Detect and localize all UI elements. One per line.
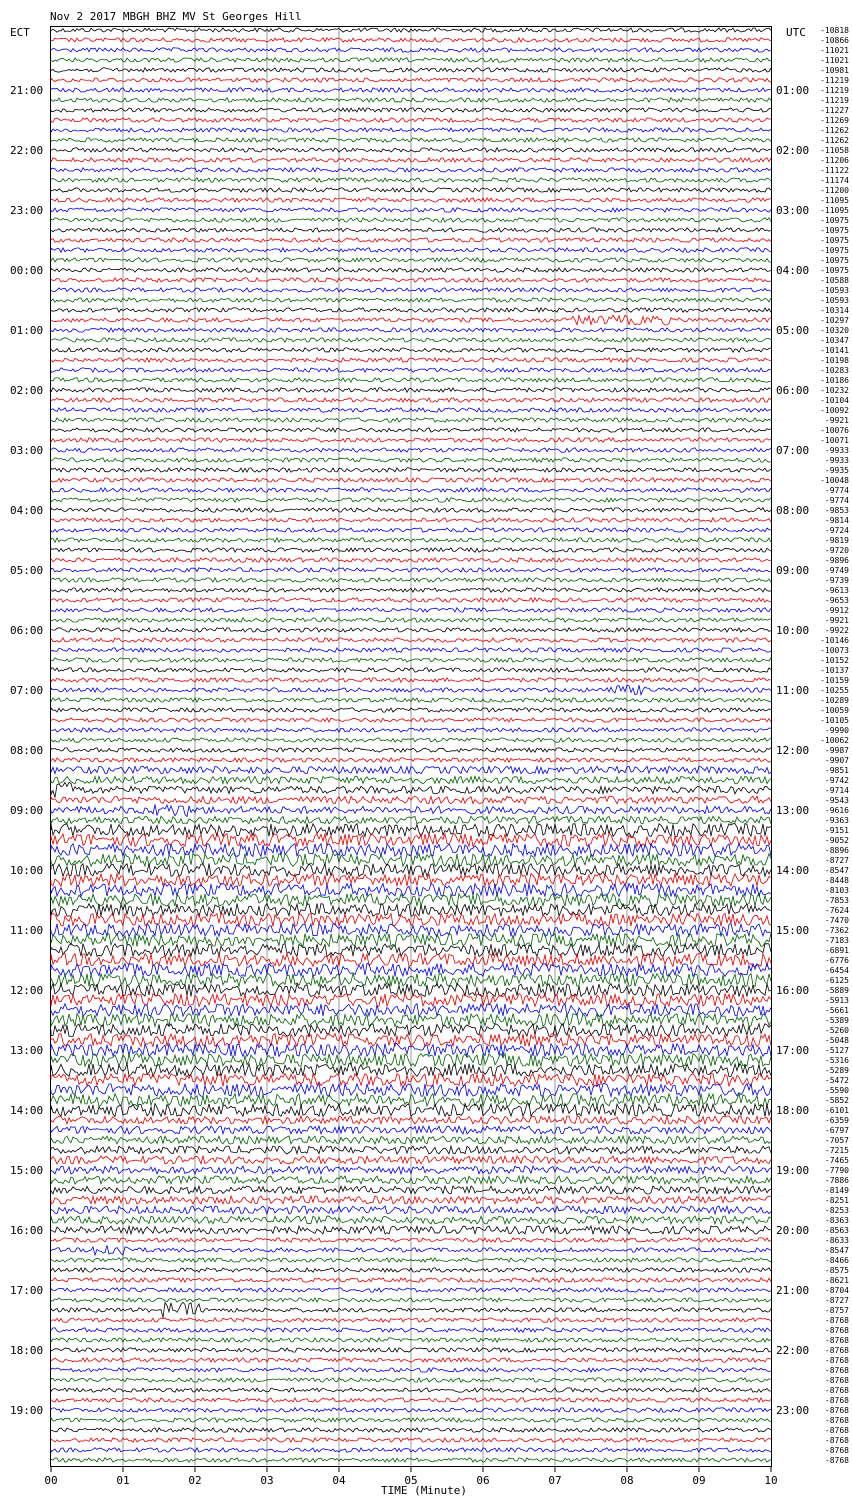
trace-offset-label: -10975 — [820, 236, 849, 245]
trace-offset-label: -7624 — [824, 906, 849, 915]
trace-offset-label: -8768 — [824, 1356, 849, 1365]
trace-offset-label: -8768 — [824, 1426, 849, 1435]
trace-offset-label: -10283 — [820, 366, 849, 375]
trace-offset-label: -9990 — [824, 726, 849, 735]
trace-offset-label: -11021 — [820, 56, 849, 65]
right-hour-label: 12:00 — [776, 744, 810, 757]
trace-offset-label: -9853 — [824, 506, 849, 515]
trace-offset-label: -8363 — [824, 1216, 849, 1225]
trace-offset-label: -10048 — [820, 476, 849, 485]
x-tick-label: 02 — [188, 1474, 202, 1487]
trace-offset-label: -10818 — [820, 26, 849, 35]
trace-offset-label: -10975 — [820, 216, 849, 225]
trace-offset-label: -9912 — [824, 606, 849, 615]
right-hour-label: 08:00 — [776, 504, 810, 517]
trace-offset-label: -11206 — [820, 156, 849, 165]
trace-offset-label: -10320 — [820, 326, 849, 335]
trace-offset-label: -10981 — [820, 66, 849, 75]
x-tick-label: 00 — [44, 1474, 58, 1487]
trace-offset-label: -9613 — [824, 586, 849, 595]
right-hour-label: 04:00 — [776, 264, 810, 277]
left-hour-label: 07:00 — [10, 684, 44, 697]
trace-offset-label: -9616 — [824, 806, 849, 815]
trace-offset-label: -6891 — [824, 946, 849, 955]
trace-offset-label: -8251 — [824, 1196, 849, 1205]
trace-offset-label: -8768 — [824, 1326, 849, 1335]
trace-offset-label: -10975 — [820, 226, 849, 235]
trace-offset-label: -9363 — [824, 816, 849, 825]
trace-offset-label: -8768 — [824, 1396, 849, 1405]
trace-offset-label: -9720 — [824, 546, 849, 555]
left-hour-label: 10:00 — [10, 864, 44, 877]
trace-offset-label: -8727 — [824, 856, 849, 865]
trace-offset-label: -7886 — [824, 1176, 849, 1185]
right-hour-label: 03:00 — [776, 204, 810, 217]
trace-offset-label: -9774 — [824, 486, 849, 495]
trace-offset-label: -6797 — [824, 1126, 849, 1135]
x-tick-label: 09 — [692, 1474, 706, 1487]
trace-offset-label: -5913 — [824, 996, 849, 1005]
left-hour-label: 11:00 — [10, 924, 44, 937]
right-hour-label: 10:00 — [776, 624, 810, 637]
trace-offset-label: -8704 — [824, 1286, 849, 1295]
x-axis-label: TIME (Minute) — [380, 1484, 468, 1497]
trace-offset-label: -8768 — [824, 1336, 849, 1345]
trace-offset-label: -11095 — [820, 196, 849, 205]
trace-offset-label: -8768 — [824, 1346, 849, 1355]
x-tick-label: 10 — [764, 1474, 778, 1487]
left-hour-label: 04:00 — [10, 504, 44, 517]
trace-offset-label: -10146 — [820, 636, 849, 645]
trace-offset-label: -10297 — [820, 316, 849, 325]
trace-offset-label: -11219 — [820, 86, 849, 95]
trace-offset-label: -5316 — [824, 1056, 849, 1065]
left-hour-label: 00:00 — [10, 264, 44, 277]
trace-offset-label: -6125 — [824, 976, 849, 985]
trace-offset-label: -10071 — [820, 436, 849, 445]
trace-offset-label: -9151 — [824, 826, 849, 835]
trace-offset-label: -9653 — [824, 596, 849, 605]
trace-offset-label: -5127 — [824, 1046, 849, 1055]
trace-offset-label: -11227 — [820, 106, 849, 115]
trace-offset-label: -11058 — [820, 146, 849, 155]
trace-offset-label: -11200 — [820, 186, 849, 195]
trace-offset-label: -8633 — [824, 1236, 849, 1245]
trace-offset-label: -10866 — [820, 36, 849, 45]
trace-offset-label: -7057 — [824, 1136, 849, 1145]
trace-offset-label: -10593 — [820, 296, 849, 305]
right-hour-label: 19:00 — [776, 1164, 810, 1177]
left-hour-label: 16:00 — [10, 1224, 44, 1237]
trace-offset-label: -11269 — [820, 116, 849, 125]
trace-offset-label: -7790 — [824, 1166, 849, 1175]
right-hour-label: 18:00 — [776, 1104, 810, 1117]
trace-offset-label: -8103 — [824, 886, 849, 895]
trace-offset-label: -5590 — [824, 1086, 849, 1095]
trace-offset-label: -10975 — [820, 266, 849, 275]
right-hour-label: 06:00 — [776, 384, 810, 397]
left-hour-label: 17:00 — [10, 1284, 44, 1297]
trace-offset-label: -8253 — [824, 1206, 849, 1215]
left-hour-label: 01:00 — [10, 324, 44, 337]
left-hour-label: 06:00 — [10, 624, 44, 637]
trace-offset-label: -8149 — [824, 1186, 849, 1195]
trace-offset-label: -10198 — [820, 356, 849, 365]
right-hour-label: 07:00 — [776, 444, 810, 457]
trace-offset-label: -10104 — [820, 396, 849, 405]
trace-offset-label: -9774 — [824, 496, 849, 505]
trace-offset-label: -9739 — [824, 576, 849, 585]
trace-offset-label: -9742 — [824, 776, 849, 785]
trace-offset-label: -7215 — [824, 1146, 849, 1155]
trace-offset-label: -8768 — [824, 1416, 849, 1425]
trace-offset-label: -11262 — [820, 126, 849, 135]
trace-offset-label: -9714 — [824, 786, 849, 795]
trace-offset-label: -9814 — [824, 516, 849, 525]
trace-offset-label: -7853 — [824, 896, 849, 905]
trace-offset-label: -9933 — [824, 456, 849, 465]
chart-title: Nov 2 2017 MBGH BHZ MV St Georges Hill — [50, 10, 302, 23]
trace-offset-label: -9543 — [824, 796, 849, 805]
trace-offset-label: -6359 — [824, 1116, 849, 1125]
trace-offset-label: -8466 — [824, 1256, 849, 1265]
trace-offset-label: -9921 — [824, 416, 849, 425]
right-hour-label: 22:00 — [776, 1344, 810, 1357]
trace-offset-label: -6101 — [824, 1106, 849, 1115]
trace-offset-label: -10076 — [820, 426, 849, 435]
trace-offset-label: -7183 — [824, 936, 849, 945]
trace-offset-label: -8727 — [824, 1296, 849, 1305]
trace-offset-label: -11219 — [820, 96, 849, 105]
left-hour-label: 09:00 — [10, 804, 44, 817]
left-hour-label: 21:00 — [10, 84, 44, 97]
trace-offset-label: -9851 — [824, 766, 849, 775]
trace-offset-label: -10141 — [820, 346, 849, 355]
right-hour-label: 15:00 — [776, 924, 810, 937]
left-hour-label: 03:00 — [10, 444, 44, 457]
right-hour-label: 17:00 — [776, 1044, 810, 1057]
trace-offset-label: -11174 — [820, 176, 849, 185]
left-hour-label: 05:00 — [10, 564, 44, 577]
trace-offset-label: -9896 — [824, 556, 849, 565]
trace-offset-label: -10059 — [820, 706, 849, 715]
left-timezone-label: ECT — [10, 26, 30, 39]
trace-offset-label: -9749 — [824, 566, 849, 575]
trace-offset-label: -11021 — [820, 46, 849, 55]
left-hour-label: 15:00 — [10, 1164, 44, 1177]
left-hour-label: 22:00 — [10, 144, 44, 157]
trace-offset-label: -10152 — [820, 656, 849, 665]
trace-offset-label: -10593 — [820, 286, 849, 295]
trace-offset-label: -5472 — [824, 1076, 849, 1085]
left-hour-label: 19:00 — [10, 1404, 44, 1417]
trace-offset-label: -9052 — [824, 836, 849, 845]
trace-offset-label: -11095 — [820, 206, 849, 215]
x-tick-label: 07 — [548, 1474, 562, 1487]
right-hour-label: 02:00 — [776, 144, 810, 157]
left-hour-label: 08:00 — [10, 744, 44, 757]
x-tick-label: 03 — [260, 1474, 274, 1487]
trace-offset-label: -8757 — [824, 1306, 849, 1315]
trace-offset-label: -9935 — [824, 466, 849, 475]
x-tick-label: 08 — [620, 1474, 634, 1487]
trace-offset-label: -6454 — [824, 966, 849, 975]
right-hour-label: 21:00 — [776, 1284, 810, 1297]
right-hour-label: 11:00 — [776, 684, 810, 697]
trace-offset-label: -10255 — [820, 686, 849, 695]
right-hour-label: 23:00 — [776, 1404, 810, 1417]
trace-offset-label: -5048 — [824, 1036, 849, 1045]
trace-offset-label: -5852 — [824, 1096, 849, 1105]
trace-offset-label: -8768 — [824, 1376, 849, 1385]
right-hour-label: 05:00 — [776, 324, 810, 337]
trace-offset-label: -7362 — [824, 926, 849, 935]
trace-offset-label: -8768 — [824, 1456, 849, 1465]
trace-offset-label: -10137 — [820, 666, 849, 675]
trace-offset-label: -8896 — [824, 846, 849, 855]
trace-offset-labels — [820, 26, 849, 1465]
trace-offset-label: -10289 — [820, 696, 849, 705]
x-tick-label: 01 — [116, 1474, 130, 1487]
x-tick-label: 04 — [332, 1474, 346, 1487]
trace-offset-label: -10588 — [820, 276, 849, 285]
trace-offset-label: -10062 — [820, 736, 849, 745]
trace-offset-label: -10314 — [820, 306, 849, 315]
trace-offset-label: -9819 — [824, 536, 849, 545]
left-hour-label: 23:00 — [10, 204, 44, 217]
right-hour-labels — [776, 84, 809, 1417]
left-hour-label: 18:00 — [10, 1344, 44, 1357]
trace-offset-label: -10975 — [820, 256, 849, 265]
trace-offset-label: -8768 — [824, 1366, 849, 1375]
trace-offset-label: -10105 — [820, 716, 849, 725]
trace-offset-label: -8768 — [824, 1406, 849, 1415]
trace-offset-label: -9907 — [824, 756, 849, 765]
trace-offset-label: -11262 — [820, 136, 849, 145]
trace-offset-label: -10186 — [820, 376, 849, 385]
trace-offset-label: -8768 — [824, 1436, 849, 1445]
trace-offset-label: -5289 — [824, 1066, 849, 1075]
trace-offset-label: -8547 — [824, 866, 849, 875]
right-hour-label: 13:00 — [776, 804, 810, 817]
trace-offset-label: -8768 — [824, 1446, 849, 1455]
right-hour-label: 20:00 — [776, 1224, 810, 1237]
trace-offset-label: -11219 — [820, 76, 849, 85]
left-hour-label: 02:00 — [10, 384, 44, 397]
trace-offset-label: -8563 — [824, 1226, 849, 1235]
trace-offset-label: -9724 — [824, 526, 849, 535]
trace-offset-label: -10073 — [820, 646, 849, 655]
trace-offset-label: -8621 — [824, 1276, 849, 1285]
left-hour-label: 12:00 — [10, 984, 44, 997]
trace-offset-label: -5389 — [824, 1016, 849, 1025]
right-hour-label: 09:00 — [776, 564, 810, 577]
trace-offset-label: -10092 — [820, 406, 849, 415]
trace-offset-label: -7465 — [824, 1156, 849, 1165]
trace-offset-label: -9922 — [824, 626, 849, 635]
trace-offset-label: -10975 — [820, 246, 849, 255]
trace-offset-label: -8768 — [824, 1316, 849, 1325]
x-tick-label: 06 — [476, 1474, 490, 1487]
trace-offset-label: -10232 — [820, 386, 849, 395]
right-hour-label: 01:00 — [776, 84, 810, 97]
right-hour-label: 14:00 — [776, 864, 810, 877]
trace-offset-label: -5889 — [824, 986, 849, 995]
x-tick-label: 05 — [404, 1474, 418, 1487]
trace-offset-label: -5661 — [824, 1006, 849, 1015]
trace-offset-label: -8768 — [824, 1386, 849, 1395]
left-hour-labels — [10, 84, 43, 1417]
trace-offset-label: -10347 — [820, 336, 849, 345]
trace-offset-label: -8547 — [824, 1246, 849, 1255]
trace-offset-label: -11122 — [820, 166, 849, 175]
trace-offset-label: -9987 — [824, 746, 849, 755]
trace-offset-label: -5260 — [824, 1026, 849, 1035]
trace-offset-label: -9921 — [824, 616, 849, 625]
left-hour-label: 13:00 — [10, 1044, 44, 1057]
trace-offset-label: -8575 — [824, 1266, 849, 1275]
trace-offset-label: -7470 — [824, 916, 849, 925]
trace-offset-label: -9933 — [824, 446, 849, 455]
trace-offset-label: -6776 — [824, 956, 849, 965]
trace-offset-label: -10159 — [820, 676, 849, 685]
right-timezone-label: UTC — [786, 26, 806, 39]
trace-offset-label: -8448 — [824, 876, 849, 885]
left-hour-label: 14:00 — [10, 1104, 44, 1117]
right-hour-label: 16:00 — [776, 984, 810, 997]
